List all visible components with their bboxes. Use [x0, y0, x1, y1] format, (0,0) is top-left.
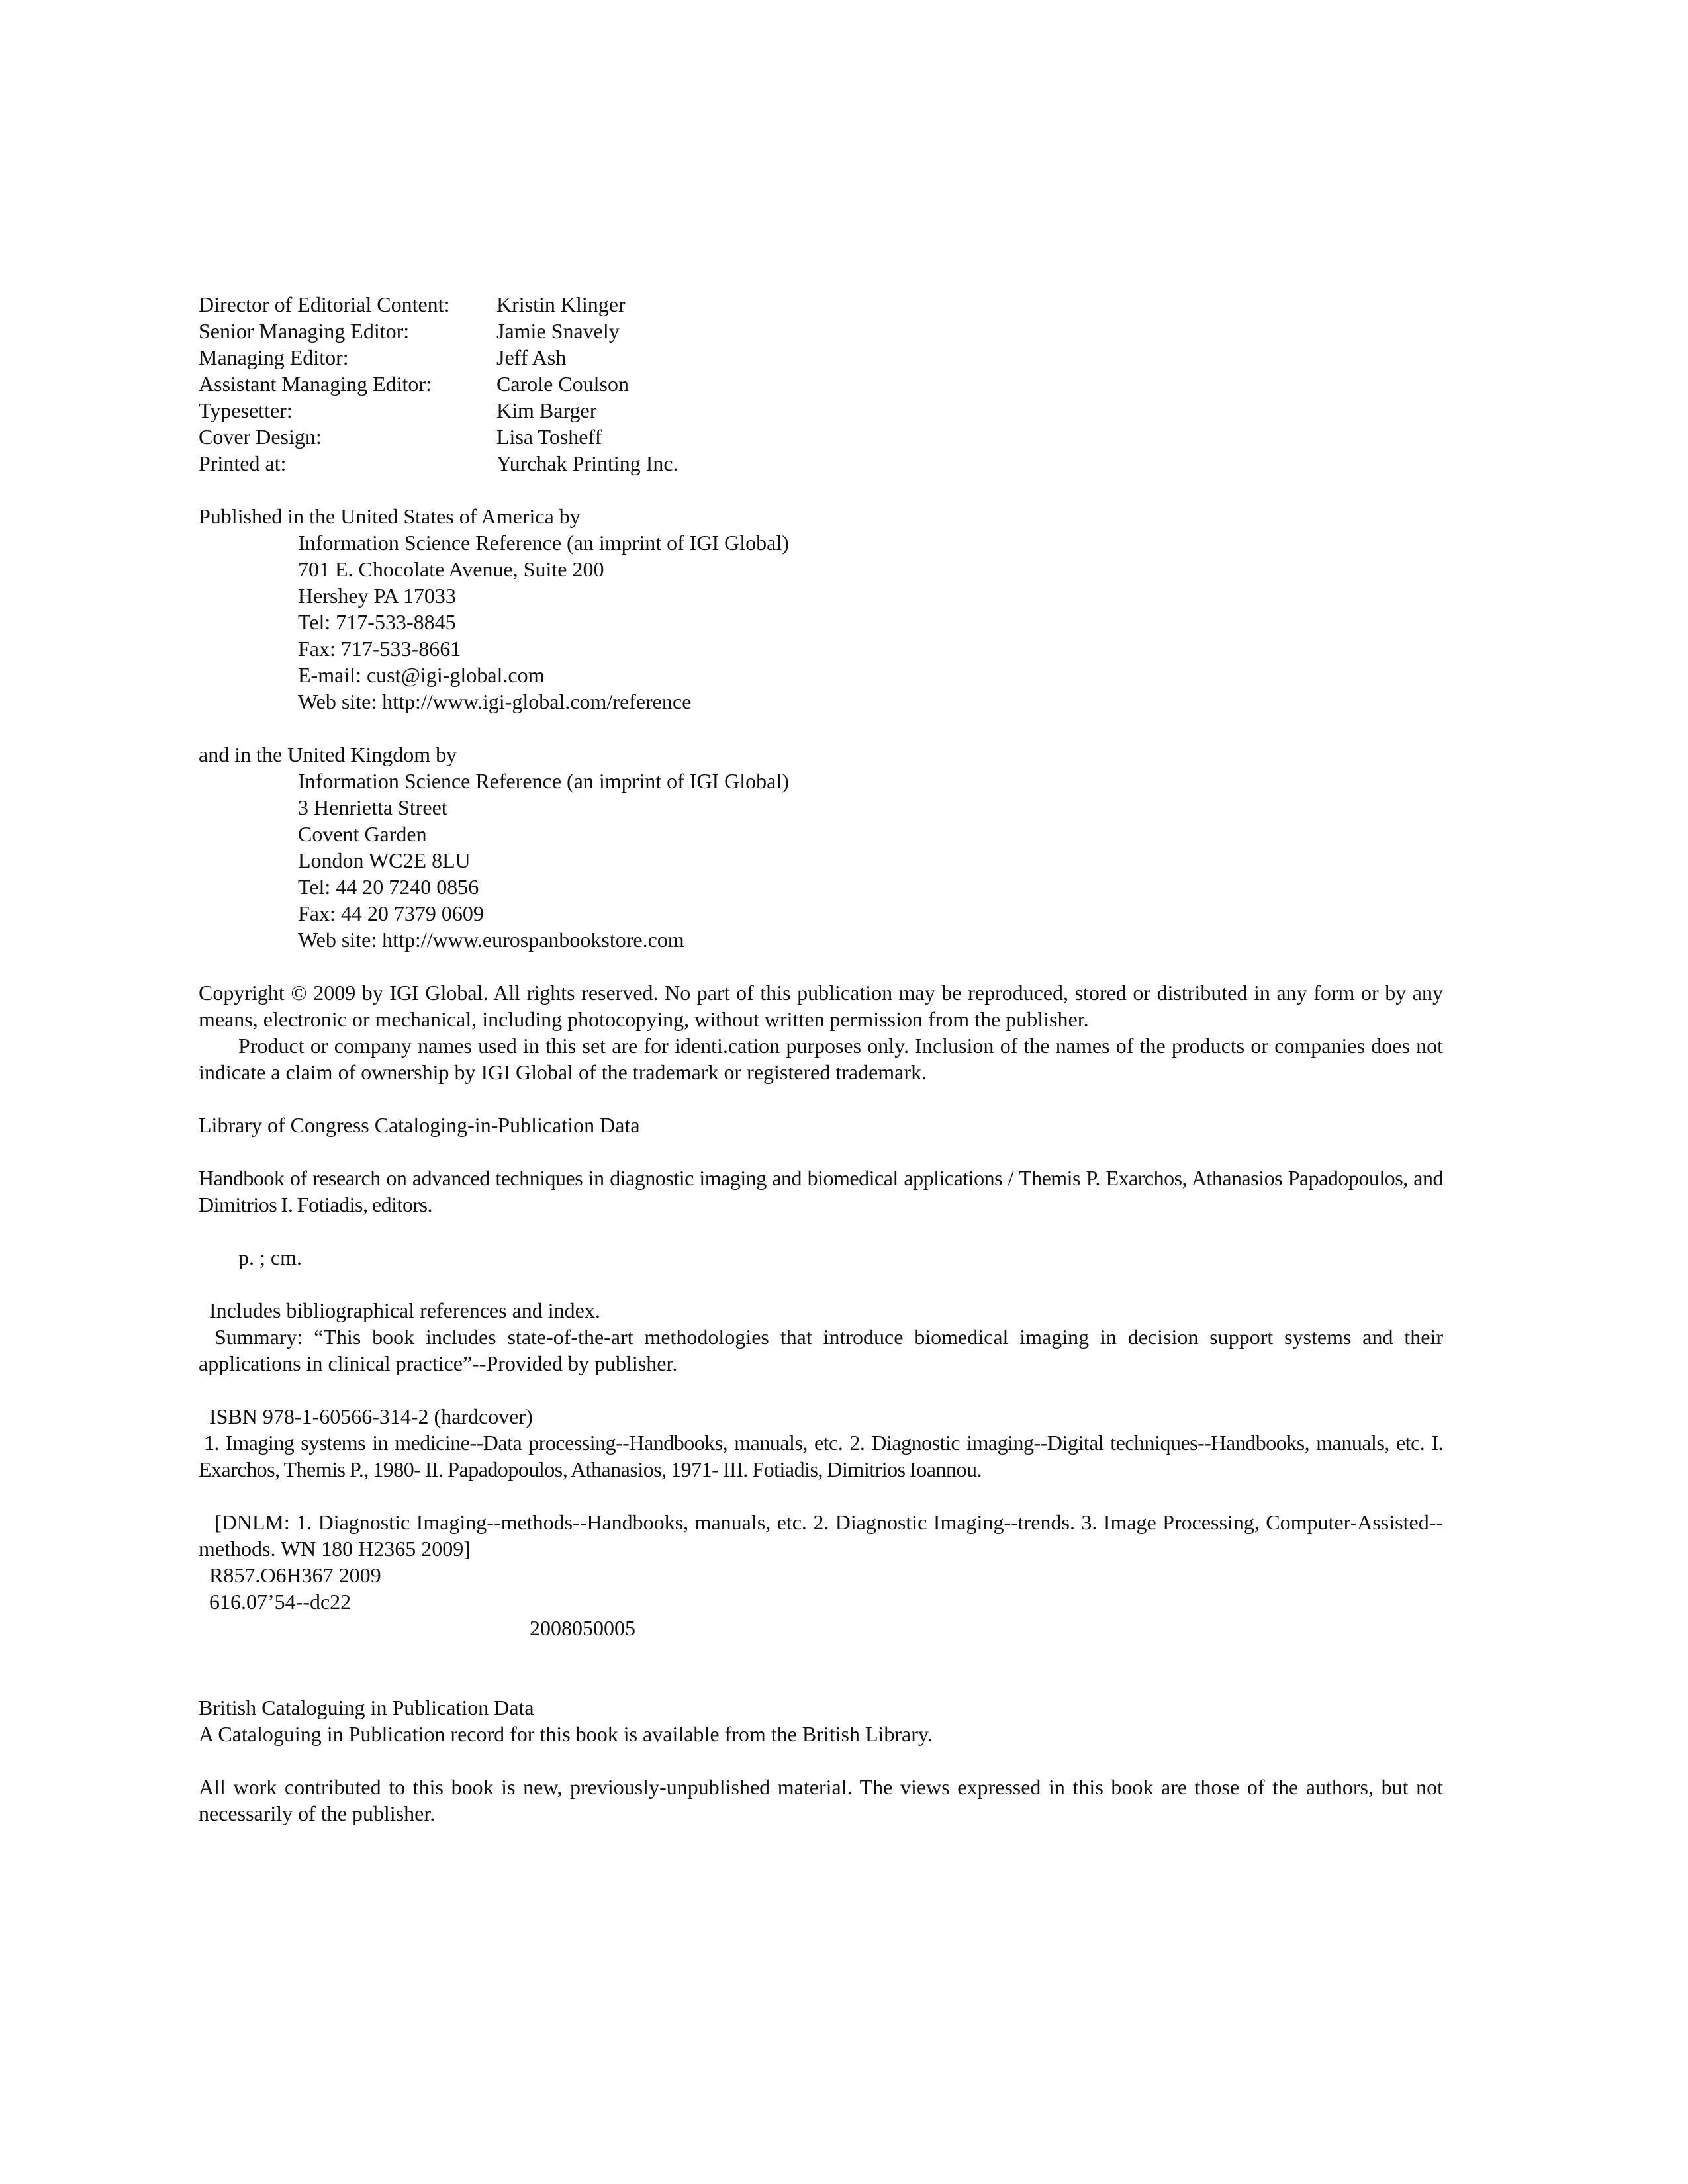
- credit-name: Yurchak Printing Inc.: [496, 451, 679, 475]
- credit-name: Lisa Tosheff: [496, 425, 602, 449]
- address-line: Information Science Reference (an imprint of IGI Global): [298, 769, 789, 793]
- credit-role: Assistant Managing Editor:: [199, 372, 432, 396]
- address-line: Covent Garden: [298, 822, 427, 846]
- loc-title-entry: Handbook of research on advanced techniques in diagnostic imaging and biomedical applications / Themis P. Exarchos, Athanasios Papadopoulos, and Dimitrios I. Fotiadis, editors.: [199, 1166, 1443, 1216]
- us-publisher-intro: Published in the United States of America by: [199, 504, 581, 528]
- copyright-notice: Copyright © 2009 by IGI Global. All rights reserved. No part of this publication may be reproduced, stored or distributed in any form or by any means, electronic or mechanical, including photocopying, without written permission from the publisher.: [199, 981, 1443, 1031]
- loc-subjects: 1. Imaging systems in medicine--Data processing--Handbooks, manuals, etc. 2. Diagnostic imaging--Digital techniques--Handbooks, manuals, etc. I. Exarchos, Themis P., 1980- II. Papadopoulos, Athanasios, 1971- III. Fotiadis, Dimitrios Ioannou.: [199, 1431, 1443, 1481]
- credit-name: Kristin Klinger: [496, 293, 626, 316]
- us-publisher: [199, 503, 1443, 715]
- address-line: Information Science Reference (an imprint of IGI Global): [298, 531, 789, 555]
- address-line: Web site: http://www.igi-global.com/reference: [298, 690, 692, 713]
- address-line: 701 E. Chocolate Avenue, Suite 200: [298, 557, 604, 581]
- credit-name: Jamie Snavely: [496, 319, 620, 343]
- uk-address: [298, 768, 1443, 953]
- address-line: Tel: 717-533-8845: [298, 610, 456, 634]
- credit-role: Printed at:: [199, 451, 287, 475]
- address-line: 3 Henrietta Street: [298, 796, 447, 819]
- disclaimer: All work contributed to this book is new, previously-unpublished material. The views expressed in this book are those of the authors, but not necessarily of the publisher.: [199, 1775, 1443, 1825]
- credits-list: [199, 291, 1443, 477]
- credit-role: Managing Editor:: [199, 345, 349, 369]
- loc-dnlm: [DNLM: 1. Diagnostic Imaging--methods--Handbooks, manuals, etc. 2. Diagnostic Imaging--trends. 3. Image Processing, Computer-Assisted--methods. WN 180 H2365 2009]: [199, 1510, 1443, 1561]
- credit-name: Kim Barger: [496, 398, 597, 422]
- credit-name: Carole Coulson: [496, 372, 629, 396]
- credit-role: Cover Design:: [199, 425, 322, 449]
- us-address: [298, 529, 1443, 715]
- loc-summary: Summary: “This book includes state-of-the-art methodologies that introduce biomedical imaging in decision support systems and their applications in clinical practice”--Provided by publisher.: [199, 1325, 1443, 1375]
- address-line: Web site: http://www.eurospanbookstore.com: [298, 928, 684, 952]
- address-line: Fax: 44 20 7379 0609: [298, 901, 484, 925]
- loc-dewey: 616.07’54--dc22: [209, 1590, 352, 1614]
- address-line: London WC2E 8LU: [298, 848, 471, 872]
- loc-physical: p. ; cm.: [238, 1246, 302, 1269]
- loc-heading: Library of Congress Cataloging-in-Publication Data: [199, 1113, 640, 1137]
- address-line: Tel: 44 20 7240 0856: [298, 875, 479, 899]
- loc-isbn: ISBN 978-1-60566-314-2 (hardcover): [209, 1404, 533, 1428]
- address-line: Hershey PA 17033: [298, 584, 456, 608]
- uk-publisher-intro: and in the United Kingdom by: [199, 743, 457, 766]
- address-line: Fax: 717-533-8661: [298, 637, 461, 660]
- credit-name: Jeff Ash: [496, 345, 567, 369]
- loc-lccn: 2008050005: [530, 1616, 635, 1640]
- credit-role: Senior Managing Editor:: [199, 319, 410, 343]
- copyright-page: [199, 291, 1443, 1827]
- british-text: A Cataloguing in Publication record for this book is available from the British Library.: [199, 1722, 933, 1746]
- credit-role: Director of Editorial Content:: [199, 293, 450, 316]
- trademark-notice: Product or company names used in this set are for identi.cation purposes only. Inclusion of the names of the products or companies does not indicate a claim of ownership by IGI Global of the trademark or registered trademark.: [199, 1034, 1443, 1084]
- loc-call-number: R857.O6H367 2009: [209, 1563, 381, 1587]
- address-line: E-mail: cust@igi-global.com: [298, 663, 545, 687]
- british-heading: British Cataloguing in Publication Data: [199, 1696, 534, 1719]
- uk-publisher: [199, 741, 1443, 953]
- loc-includes: Includes bibliographical references and index.: [209, 1298, 600, 1322]
- credit-role: Typesetter:: [199, 398, 293, 422]
